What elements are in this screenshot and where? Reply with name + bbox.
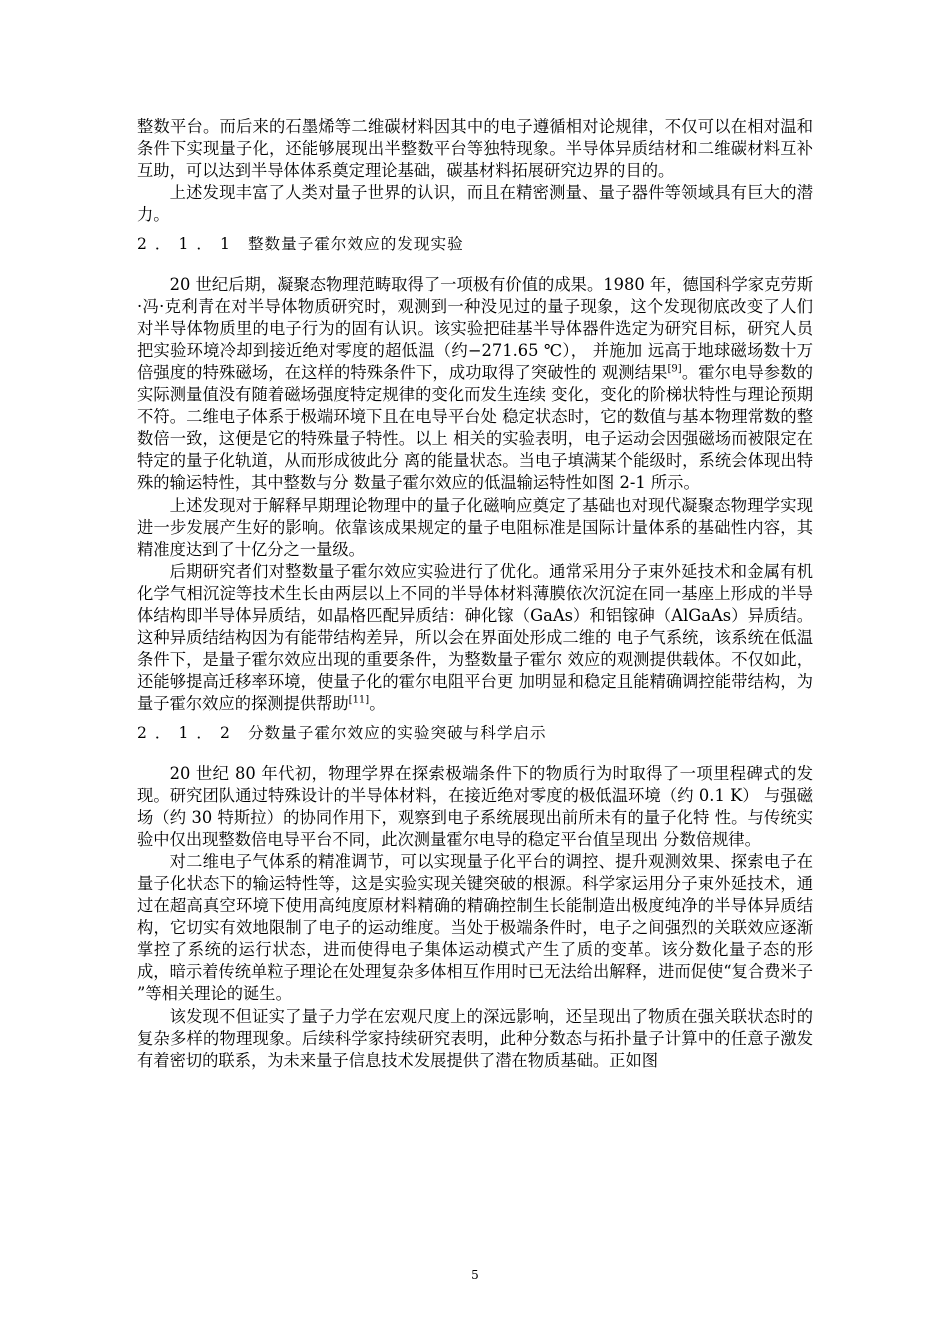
paragraph-text: 后期研究者们对整数量子霍尔效应实验进行了优化。通常采用分子束外延技术和金属有机化学气相沉淀等技术生长由两层以上不同的半导体材料薄膜依次沉淀在同一基座上形成的半导体结构即半导体异质结，如晶格匹配异质结：砷化镓（GaAs）和铝镓砷（AlGaAs）异质结。这种异质结结构因为有能带结构差异，所以会在界面处形成二维的 电子气系统，该系统在低温条件下，是量子霍尔效应出现的重要条件，为整数量子霍尔 效应的观测提供载体。不仅如此，还能够提高迁移率环境，使量子化的霍尔电阻平台更 加明显和稳定且能精确调控能带结构，为量子霍尔效应的探测提供帮助 <box>137 561 813 714</box>
document-body <box>137 116 813 1072</box>
paragraph: 对二维电子气体系的精准调节，可以实现量子化平台的调控、提升观测效果、探索电子在量子化状态下的输运特性等，这是实验实现关键突破的根源。科学家运用分子束外延技术，通过在超高真空环境下使用高纯度原材料精确的精确控制生长能制造出极度纯净的半导体异质结构，它切实有效地限制了电子的运动维度。当处于极端条件时，电子之间强烈的关联效应逐渐掌控了系统的运行状态，进而使得电子集体运动模式产生了质的变革。该分数化量子态的形成，暗示着传统单粒子理论在处理复杂多体相互作用时已无法给出解释，进而促使“复合费米子 ”等相关理论的诞生。 <box>137 851 813 1004</box>
section-heading-2-1-2 <box>137 722 813 744</box>
paragraph-text: 20 世纪后期，凝聚态物理范畴取得了一项极有价值的成果。1980 年，德国科学家克劳斯·冯·克利青在对半导体物质研究时，观测到一种没见过的量子现象，这个发现彻底改变了人们对半导体物质里的电子行为的固有认识。该实验把硅基半导体器件选定为研究目标，研究人员把实验环境冷却到接近绝对零度的超低温（约−271.65 ℃）， 并施加 远高于地球磁场数十万倍强度的特殊磁场，在这样的特殊条件下，成功取得了突破性的 观测结果 <box>137 274 813 382</box>
section-number: 2．1．1 <box>137 235 238 254</box>
paragraph-text: 。 <box>369 694 386 714</box>
section-title: 分数量子霍尔效应的实验突破与科学启示 <box>247 724 547 743</box>
paragraph: 上述发现丰富了人类对量子世界的认识，而且在精密测量、量子器件等领域具有巨大的潜力。 <box>137 183 813 225</box>
section-heading-2-1-1 <box>137 233 813 255</box>
paragraph: 上述发现对于解释早期理论物理中的量子化磁响应奠定了基础也对现代凝聚态物理学实现进一步发展产生好的影响。依靠该成果规定的量子电阻标准是国际计量体系的基础性内容，其精准度达到了十亿分之一量级。 <box>137 495 813 559</box>
citation-ref: [11] <box>348 694 370 706</box>
citation-ref: [9] <box>667 363 682 375</box>
section-title: 整数量子霍尔效应的发现实验 <box>247 235 464 254</box>
paragraph: 该发现不但证实了量子力学在宏观尺度上的深远影响，还呈现出了物质在强关联状态时的复杂多样的物理现象。后续科学家持续研究表明，此种分数态与拓扑量子计算中的任意子激发有着密切的联系，为未来量子信息技术发展提供了潜在物质基础。正如图 <box>137 1006 813 1070</box>
section-number: 2．1．2 <box>137 724 238 743</box>
paragraph: 整数平台。而后来的石墨烯等二维碳材料因其中的电子遵循相对论规律，不仅可以在相对温和条件下实现量子化，还能够展现出半整数平台等独特现象。半导体异质结材和二维碳材料互补互助，可以达到半导体体系奠定理论基础，碳基材料拓展研究边界的目的。 <box>137 117 813 181</box>
paragraph <box>137 561 813 716</box>
paragraph-text: 。霍尔电导参数的实际测量值没有随着磁场强度特定规律的变化而发生连续 变化，变化的阶梯状特性与理论预期不符。二维电子体系于极端环境下且在电导平台处 稳定状态时，它的数值与基本物理常数的整数倍一致，这便是它的特殊量子特性。以上 相关的实验表明，电子运动会因强磁场而被限定在特定的量子化轨道，从而形成彼此分 离的能量状态。当电子填满某个能级时，系统会体现出特殊的输运特性，其中整数与分 数量子霍尔效应的低温输运特性如图 2-1 所示。 <box>137 362 813 493</box>
page-number: 5 <box>471 1268 479 1282</box>
paragraph: 20 世纪 80 年代初，物理学界在探索极端条件下的物质行为时取得了一项里程碑式的发现。研究团队通过特殊设计的半导体材料，在接近绝对零度的极低温环境（约 0.1 K） 与强磁场（约 30 特斯拉）的协同作用下，观察到电子系统展现出前所未有的量子化特 性。与传统实验中仅出现整数倍电导平台不同，此次测量霍尔电导的稳定平台值呈现出 分数倍规律。 <box>137 763 813 849</box>
paragraph <box>137 274 813 495</box>
